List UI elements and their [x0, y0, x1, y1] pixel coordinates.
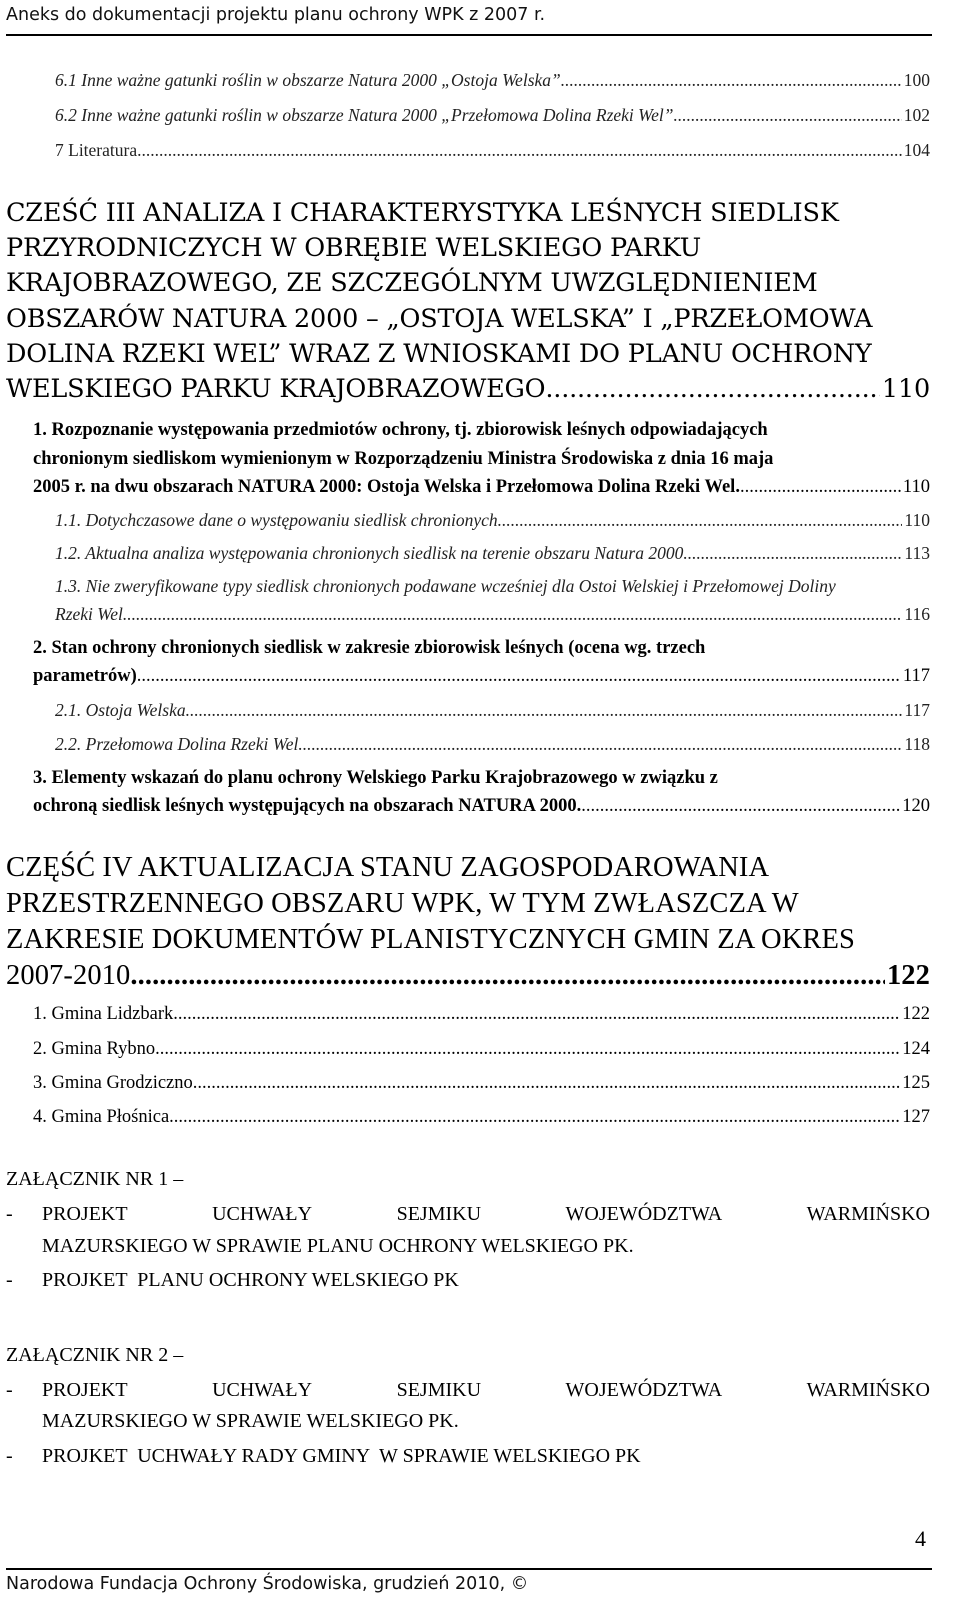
word: WOJEWÓDZTWA — [565, 1379, 723, 1401]
part-heading-line: CZĘŚĆ IV AKTUALIZACJA STANU ZAGOSPODAROWANIA — [6, 852, 770, 883]
toc-page-number: 124 — [902, 1039, 930, 1059]
leader-dots — [155, 1039, 900, 1060]
toc-page-number: 122 — [902, 1004, 930, 1024]
toc-page-number: 125 — [902, 1073, 930, 1093]
part-heading-toc-entry[interactable] — [6, 960, 930, 992]
annex-item-line: MAZURSKIEGO W SPRAWIE WELSKIEGO PK. — [42, 1410, 459, 1432]
toc-entry[interactable] — [55, 604, 930, 625]
toc-page-number: 100 — [903, 70, 930, 90]
word: UCHWAŁY — [212, 1203, 313, 1225]
annex-title: ZAŁĄCZNIK NR 1 – — [6, 1168, 184, 1190]
leader-dots — [683, 543, 902, 564]
toc-page-number: 102 — [903, 105, 930, 125]
toc-entry-line: 3. Elementy wskazań do planu ochrony Welskiego Parku Krajobrazowego w związku z — [33, 768, 718, 788]
toc-entry-text: 2007-2010 — [6, 960, 131, 991]
word: WARMIŃSKO — [806, 1203, 930, 1225]
leader-dots — [674, 105, 902, 126]
toc-entry-text: Rzeki Wel — [55, 604, 123, 624]
annex-item — [42, 1203, 930, 1226]
leader-dots — [130, 960, 885, 992]
part-heading-line: OBSZARÓW NATURA 2000 – „OSTOJA WELSKA” I „PRZEŁOMOWA — [6, 304, 873, 334]
bullet: - — [6, 1379, 13, 1401]
part-heading-line: CZEŚĆ III ANALIZA I CHARAKTERYSTYKA LEŚNYCH SIEDLISK — [6, 198, 839, 228]
leader-dots — [561, 70, 902, 91]
toc-entry[interactable] — [33, 796, 930, 817]
toc-entry[interactable] — [55, 734, 930, 755]
leader-dots — [581, 796, 900, 817]
annex-item — [42, 1379, 930, 1402]
toc-page-number: 110 — [904, 510, 930, 530]
word: SEJMIKU — [396, 1379, 482, 1401]
word: PROJEKT — [42, 1379, 128, 1401]
toc-entry-text: 2.2. Przełomowa Dolina Rzeki Wel — [55, 734, 299, 754]
toc-entry[interactable] — [33, 666, 930, 687]
toc-page-number: 110 — [902, 477, 930, 497]
leader-dots — [123, 604, 903, 625]
toc-entry-text: 2. Gmina Rybno — [33, 1039, 156, 1059]
toc-entry[interactable] — [33, 1107, 930, 1128]
toc-entry-line: 2. Stan ochrony chronionych siedlisk w zakresie zbiorowisk leśnych (ocena wg. trzech — [33, 638, 706, 658]
toc-entry-line: chronionym siedliskom wymienionym w Rozporządzeniu Ministra Środowiska z dnia 16 maja — [33, 449, 774, 469]
toc-page-number: 127 — [902, 1107, 930, 1127]
toc-page-number: 110 — [881, 374, 930, 404]
toc-entry-text: 4. Gmina Płośnica — [33, 1107, 170, 1127]
toc-entry-text: 2.1. Ostoja Welska — [55, 700, 186, 720]
toc-entry[interactable] — [55, 140, 930, 161]
word: WARMIŃSKO — [806, 1379, 930, 1401]
toc-page-number: 122 — [886, 960, 930, 991]
leader-dots — [545, 374, 880, 404]
toc-entry[interactable] — [55, 700, 930, 721]
toc-entry[interactable] — [55, 70, 930, 91]
word: WOJEWÓDZTWA — [565, 1203, 723, 1225]
running-header: Aneks do dokumentacji projektu planu ochrony WPK z 2007 r. — [6, 5, 546, 25]
toc-entry[interactable] — [55, 510, 930, 531]
toc-entry[interactable] — [33, 1004, 930, 1025]
toc-entry-text: ochroną siedlisk leśnych występujących na obszarach NATURA 2000. — [33, 796, 582, 816]
leader-dots — [298, 734, 902, 755]
footer-divider — [6, 1568, 932, 1570]
part-heading-line: DOLINA RZEKI WEL” WRAZ Z WNIOSKAMI DO PLANU OCHRONY — [6, 339, 872, 369]
part-heading-toc-entry[interactable] — [6, 374, 930, 404]
word: UCHWAŁY — [212, 1379, 313, 1401]
toc-page-number: 104 — [903, 140, 930, 160]
footer-text: Narodowa Fundacja Ochrony Środowiska, grudzień 2010, © — [6, 1574, 529, 1594]
bullet: - — [6, 1445, 13, 1467]
toc-entry-text: 7 Literatura — [55, 140, 138, 160]
part-heading-line: PRZYRODNICZYCH W OBRĘBIE WELSKIEGO PARKU — [6, 233, 702, 263]
toc-entry-text: 6.2 Inne ważne gatunki roślin w obszarze Natura 2000 „Przełomowa Dolina Rzeki Wel” — [55, 105, 674, 125]
toc-entry[interactable] — [55, 543, 930, 564]
toc-entry[interactable] — [33, 1039, 930, 1060]
toc-entry-text: 2005 r. na dwu obszarach NATURA 2000: Ostoja Welska i Przełomowa Dolina Rzeki Wel. — [33, 477, 740, 497]
leader-dots — [173, 1004, 900, 1025]
part-heading-line: ZAKRESIE DOKUMENTÓW PLANISTYCZNYCH GMIN ZA OKRES — [6, 924, 855, 955]
part-heading-line: PRZESTRZENNEGO OBSZARU WPK, W TYM ZWŁASZCZA W — [6, 888, 799, 919]
toc-entry-text: WELSKIEGO PARKU KRAJOBRAZOWEGO — [6, 374, 546, 404]
leader-dots — [137, 666, 901, 687]
toc-entry[interactable] — [33, 1073, 930, 1094]
bullet: - — [6, 1269, 13, 1291]
word: PROJEKT — [42, 1203, 128, 1225]
leader-dots — [740, 477, 901, 498]
annex-item-line: MAZURSKIEGO W SPRAWIE PLANU OCHRONY WELSKIEGO PK. — [42, 1235, 634, 1257]
annex-item: PROJKET PLANU OCHRONY WELSKIEGO PK — [42, 1269, 459, 1291]
toc-entry-line: 1. Rozpoznanie występowania przedmiotów ochrony, tj. zbiorowisk leśnych odpowiadających — [33, 420, 768, 440]
toc-entry-text: 3. Gmina Grodziczno — [33, 1073, 193, 1093]
toc-entry-text: 1.1. Dotychczasowe dane o występowaniu siedlisk chronionych — [55, 510, 498, 530]
toc-page-number: 113 — [904, 543, 930, 563]
toc-entry-text: 1.2. Aktualna analiza występowania chronionych siedlisk na terenie obszaru Natura 2000 — [55, 543, 684, 563]
annex-title: ZAŁĄCZNIK NR 2 – — [6, 1344, 184, 1366]
page-number: 4 — [915, 1526, 926, 1551]
word: SEJMIKU — [396, 1203, 482, 1225]
leader-dots — [186, 700, 903, 721]
toc-page-number: 120 — [902, 796, 930, 816]
annex-item: PROJKET UCHWAŁY RADY GMINY W SPRAWIE WELSKIEGO PK — [42, 1445, 641, 1467]
toc-entry-text: 1. Gmina Lidzbark — [33, 1004, 174, 1024]
part-heading-line: KRAJOBRAZOWEGO, ZE SZCZEGÓLNYM UWZGLĘDNIENIEM — [6, 268, 818, 298]
toc-entry[interactable] — [55, 105, 930, 126]
toc-entry[interactable] — [33, 477, 930, 498]
toc-entry-text: 6.1 Inne ważne gatunki roślin w obszarze Natura 2000 „Ostoja Welska” — [55, 70, 561, 90]
toc-page-number: 116 — [904, 604, 930, 624]
bullet: - — [6, 1203, 13, 1225]
leader-dots — [137, 140, 902, 161]
toc-entry-line: 1.3. Nie zweryfikowane typy siedlisk chronionych podawane wcześniej dla Ostoi Welskiej i Przełomowej Doliny — [55, 576, 836, 596]
toc-page-number: 117 — [904, 700, 930, 720]
leader-dots — [169, 1107, 900, 1128]
toc-page-number: 117 — [902, 666, 930, 686]
leader-dots — [498, 510, 903, 531]
header-divider — [6, 34, 932, 36]
toc-page-number: 118 — [904, 734, 930, 754]
leader-dots — [193, 1073, 900, 1094]
toc-entry-text: parametrów) — [33, 666, 137, 686]
